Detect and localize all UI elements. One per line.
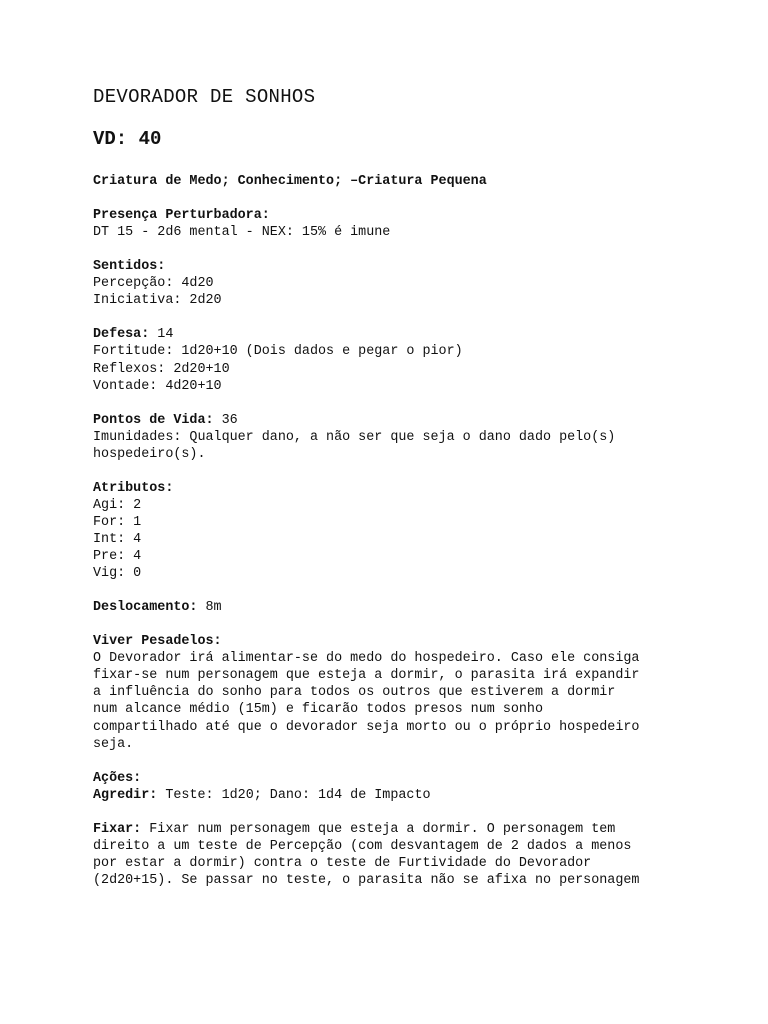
nightmares-text-line: a influência do sonho para todos os outros que estiverem a dormir [93, 685, 616, 701]
actions-heading: Ações: [93, 770, 142, 786]
attribute-for: For: 1 [93, 514, 142, 530]
defense-line: Defesa: 14 [93, 327, 174, 343]
fix-action-line: direito a um teste de Percepção (com desvantagem de 2 dados a menos [93, 838, 632, 854]
presence-text: DT 15 - 2d6 mental - NEX: 15% é imune [93, 225, 391, 241]
nightmares-text-line: fixar-se num personagem que esteja a dormir, o parasita irá expandir [93, 668, 640, 684]
nightmares-text-line: num alcance médio (15m) e ficarão todos presos num sonho [93, 702, 543, 718]
fix-action-line: por estar a dormir) contra o teste de Furtividade do Devorador [93, 855, 592, 871]
creature-type-line: Criatura de Medo; Conhecimento; –Criatura Pequena [93, 174, 487, 189]
attribute-int: Int: 4 [93, 531, 142, 547]
attack-action: Agredir: Teste: 1d20; Dano: 1d4 de Impacto [93, 787, 431, 803]
perception-value: Percepção: 4d20 [93, 276, 214, 292]
initiative-value: Iniciativa: 2d20 [93, 293, 222, 309]
attribute-agi: Agi: 2 [93, 497, 142, 513]
movement-line: Deslocamento: 8m [93, 600, 222, 616]
nightmares-text-line: compartilhado até que o devorador seja morto ou o próprio hospedeiro [93, 719, 640, 735]
document-title: DEVORADOR DE SONHOS [93, 86, 316, 108]
immunities-line-2: hospedeiro(s). [93, 446, 206, 462]
stat-block [93, 173, 693, 889]
attributes-heading: Atributos: [93, 480, 174, 496]
fix-action-line: (2d20+15). Se passar no teste, o parasita não se afixa no personagem [93, 872, 640, 888]
fix-action-line-1: Fixar: Fixar num personagem que esteja a dormir. O personagem tem [93, 821, 616, 837]
fortitude-value: Fortitude: 1d20+10 (Dois dados e pegar o pior) [93, 344, 463, 360]
presence-heading: Presença Perturbadora: [93, 208, 270, 224]
nightmares-text-line: seja. [93, 736, 134, 752]
challenge-rating: VD: 40 [93, 128, 162, 150]
hit-points-line: Pontos de Vida: 36 [93, 412, 238, 428]
attribute-pre: Pre: 4 [93, 549, 142, 565]
nightmares-text-line: O Devorador irá alimentar-se do medo do hospedeiro. Caso ele consiga [93, 651, 640, 667]
reflexes-value: Reflexos: 2d20+10 [93, 361, 230, 377]
nightmares-heading: Viver Pesadelos: [93, 634, 222, 650]
will-value: Vontade: 4d20+10 [93, 378, 222, 394]
attribute-vig: Vig: 0 [93, 566, 142, 582]
senses-heading: Sentidos: [93, 259, 166, 275]
immunities-line-1: Imunidades: Qualquer dano, a não ser que seja o dano dado pelo(s) [93, 429, 616, 445]
